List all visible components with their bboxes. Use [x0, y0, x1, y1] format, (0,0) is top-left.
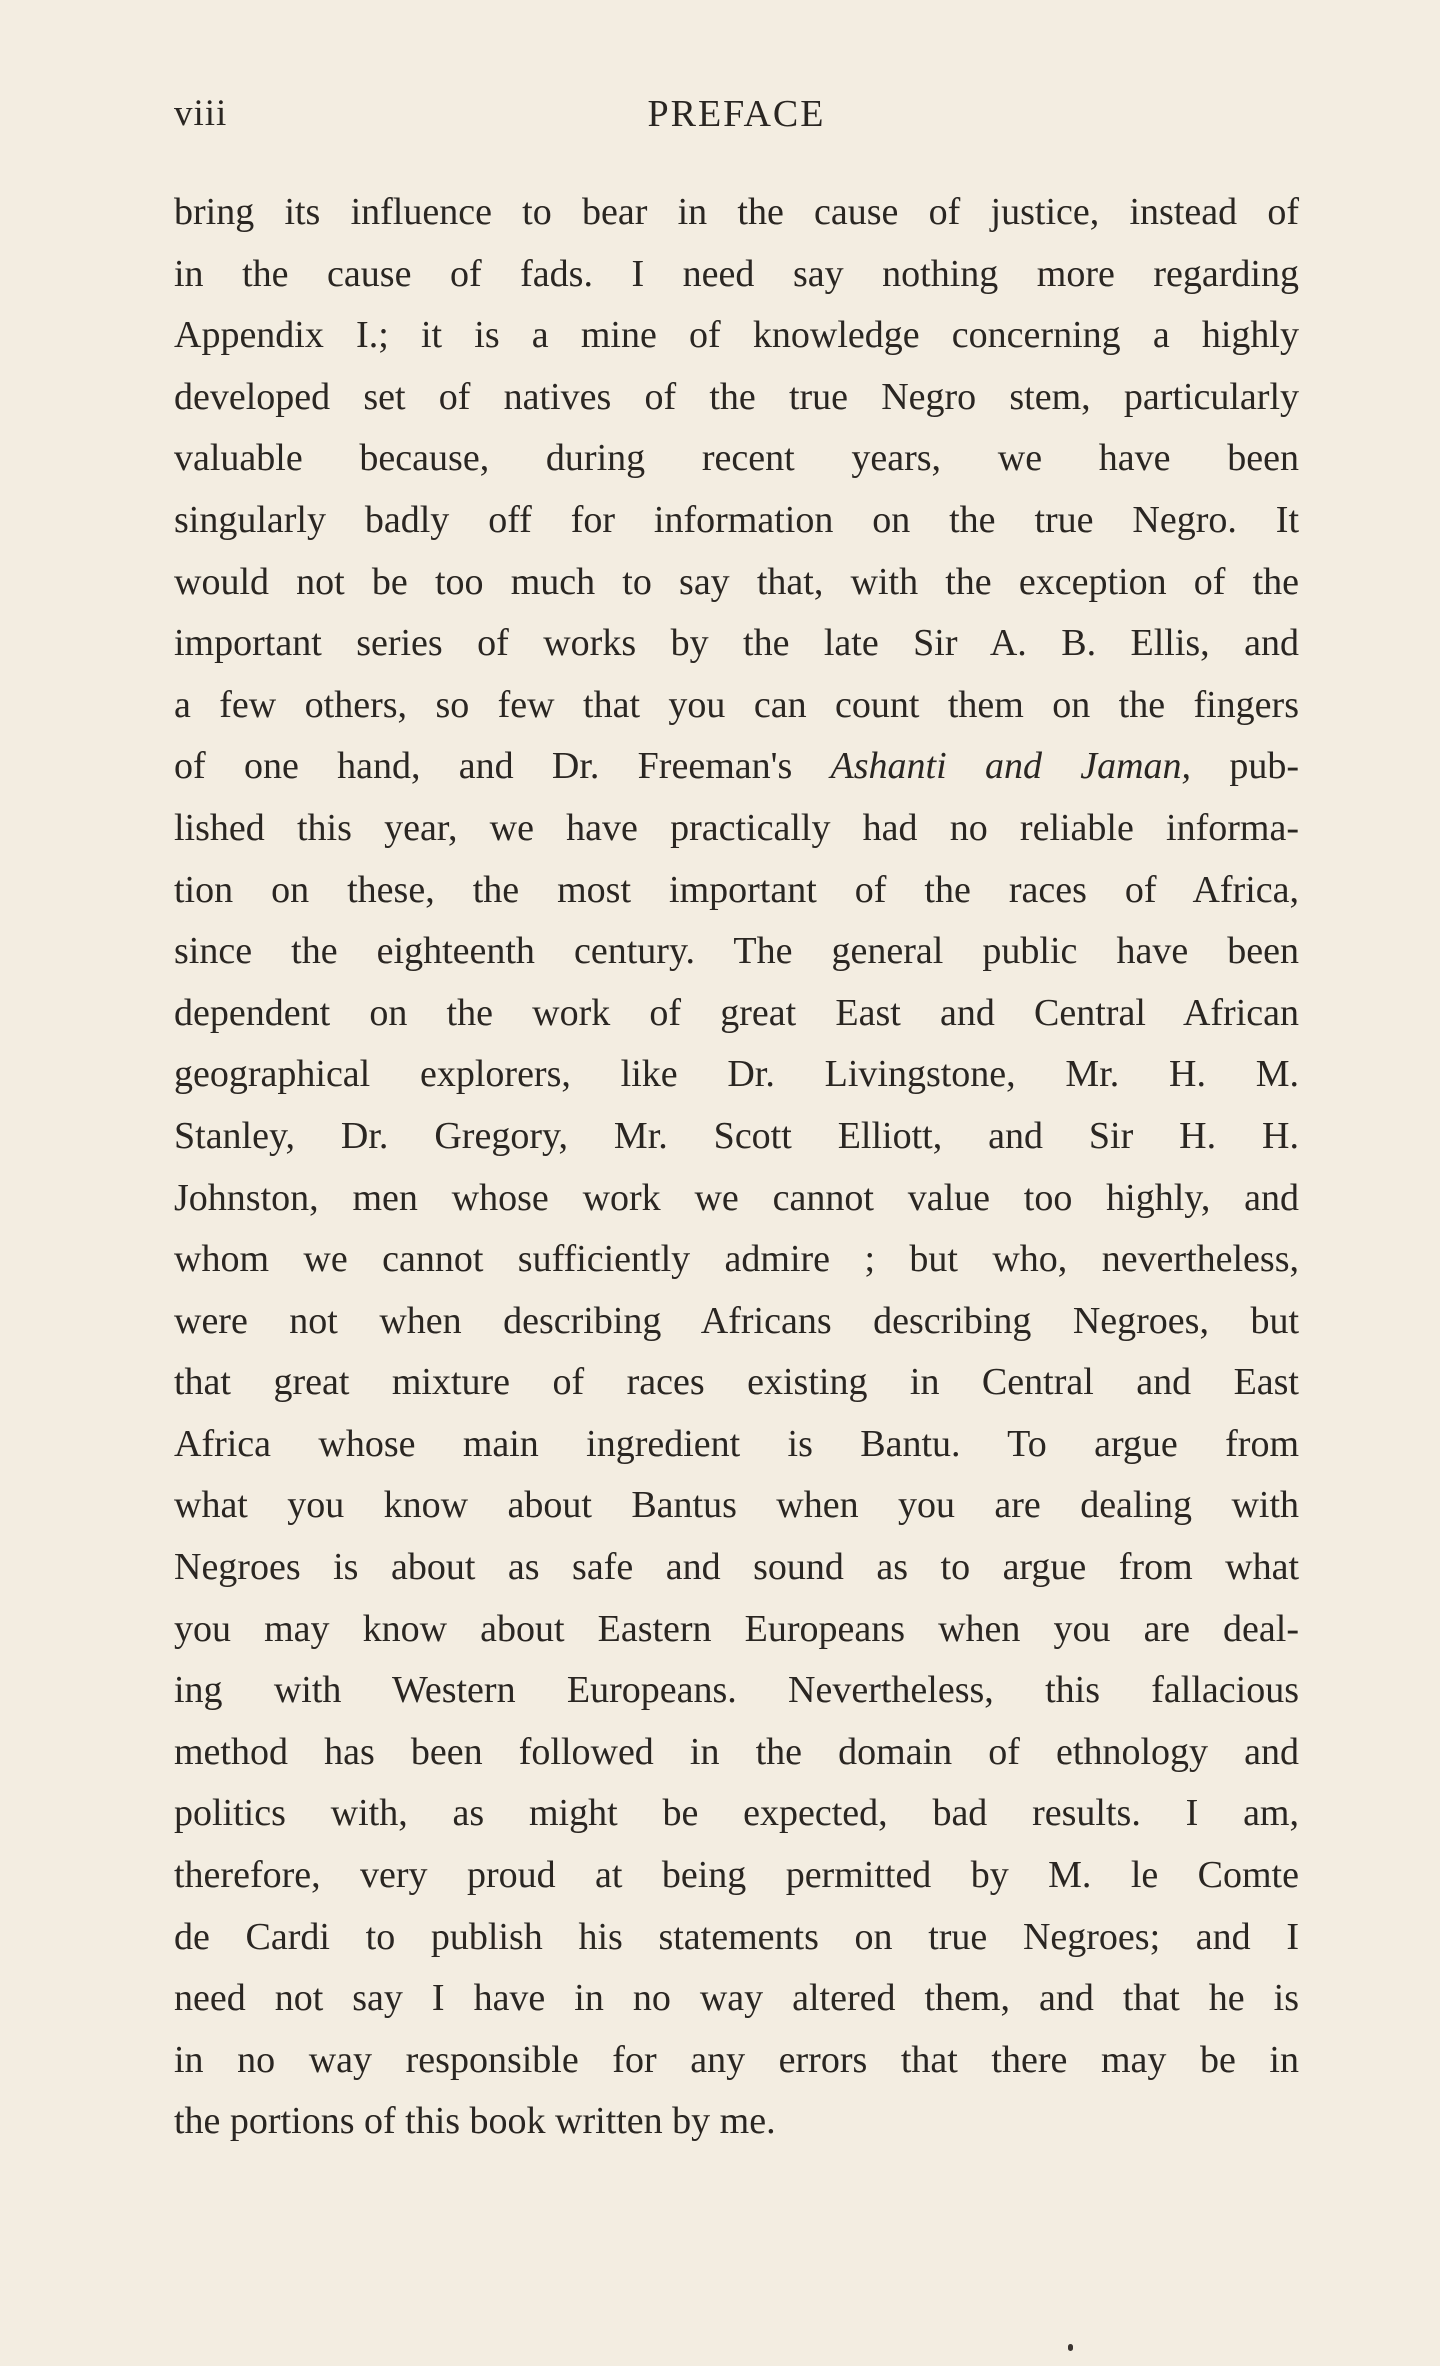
text-line: lished this year, we have practically had no reliable informa- [174, 806, 1299, 849]
text-line: you may know about Eastern Europeans when you are deal- [174, 1607, 1299, 1650]
running-title: PREFACE [647, 93, 826, 135]
text-line: de Cardi to publish his statements on true Negroes; and I [174, 1915, 1299, 1958]
text-line: since the eighteenth century. The general public have been [174, 930, 1299, 973]
text-line: dependent on the work of great East and Central African [174, 991, 1299, 1034]
text-line: important series of works by the late Sir A. B. Ellis, and [174, 622, 1299, 665]
text-line: valuable because, during recent years, we have been [174, 437, 1299, 480]
body-text [174, 182, 1299, 2153]
text-line: politics with, as might be expected, bad results. I am, [174, 1792, 1299, 1835]
text-line: Africa whose main ingredient is Bantu. To argue from [174, 1422, 1299, 1465]
book-title-italic: Ashanti and Jaman, [830, 745, 1192, 788]
text-line: developed set of natives of the true Negro stem, particularly [174, 375, 1299, 418]
text-line: therefore, very proud at being permitted by M. le Comte [174, 1854, 1299, 1897]
text-line: Johnston, men whose work we cannot value too highly, and [174, 1176, 1299, 1219]
text-line: would not be too much to say that, with the exception of the [174, 560, 1299, 603]
text-line: Appendix I.; it is a mine of knowledge concerning a highly [174, 314, 1299, 357]
text-line: Negroes is about as safe and sound as to argue from what [174, 1546, 1299, 1589]
text-line: a few others, so few that you can count them on the fingers [174, 683, 1299, 726]
text-line-with-title [174, 736, 1299, 798]
text-line-last: the portions of this book written by me. [174, 2100, 776, 2143]
text-line: need not say I have in no way altered them, and that he is [174, 1977, 1299, 2020]
text-line: whom we cannot sufficiently admire ; but who, nevertheless, [174, 1238, 1299, 1281]
text-line: tion on these, the most important of the races of Africa, [174, 868, 1299, 911]
text-line: geographical explorers, like Dr. Livingstone, Mr. H. M. [174, 1053, 1299, 1096]
text-line: in no way responsible for any errors that there may be in [174, 2038, 1299, 2081]
text-line: what you know about Bantus when you are dealing with [174, 1484, 1299, 1527]
text-segment: pub- [1191, 745, 1299, 788]
text-segment: of one hand, and Dr. Freeman's [174, 745, 831, 788]
page-number: viii [174, 93, 228, 134]
text-line: that great mixture of races existing in Central and East [174, 1361, 1299, 1404]
text-line: bring its influence to bear in the cause of justice, instead of [174, 191, 1299, 233]
text-line: were not when describing Africans describing Negroes, but [174, 1299, 1299, 1342]
running-head [174, 92, 1299, 142]
text-line: Stanley, Dr. Gregory, Mr. Scott Elliott, and Sir H. H. [174, 1114, 1299, 1157]
ink-speck [1068, 2344, 1073, 2351]
text-line: method has been followed in the domain of ethnology and [174, 1730, 1299, 1773]
text-line: in the cause of fads. I need say nothing more regarding [174, 252, 1299, 295]
text-line: singularly badly off for information on the true Negro. It [174, 498, 1299, 541]
text-line: ing with Western Europeans. Nevertheless, this fallacious [174, 1669, 1299, 1712]
